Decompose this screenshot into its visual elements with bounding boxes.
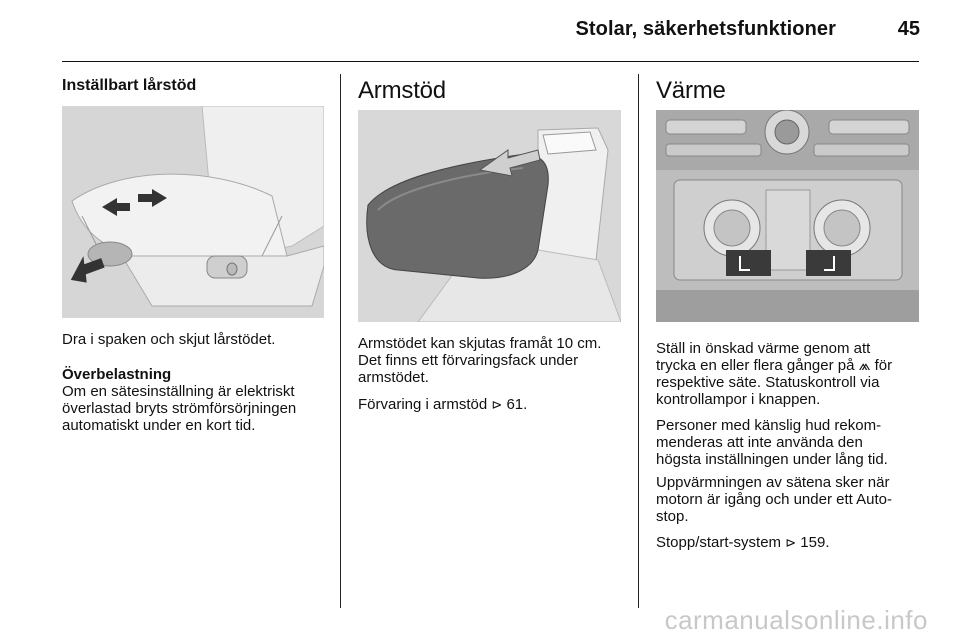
left-seat-heat-button bbox=[726, 250, 771, 276]
watermark: carmanualsonline.info bbox=[664, 605, 928, 635]
page-number: 45 bbox=[897, 18, 920, 40]
right-seat-heat-button bbox=[806, 250, 851, 276]
figure-heating-controls bbox=[656, 110, 919, 322]
header-rule bbox=[62, 61, 919, 62]
text-line: kontrollampor i knappen. bbox=[656, 391, 821, 408]
text-line: automatiskt under en kort tid. bbox=[62, 417, 256, 434]
text-line: stop. bbox=[656, 508, 689, 525]
section-heading-heating: Värme bbox=[656, 77, 726, 104]
section-heading-thigh-support: Inställbart lårstöd bbox=[62, 77, 197, 94]
text-line: motorn är igång och under ett Auto- bbox=[656, 491, 892, 508]
caption-thigh-support: Dra i spaken och skjut lårstödet. bbox=[62, 331, 276, 348]
text-line bbox=[656, 357, 892, 374]
paragraph-sensitive-skin bbox=[656, 417, 888, 468]
text-line: Armstödet kan skjutas framåt 10 cm. bbox=[358, 335, 602, 352]
reference-page-link[interactable]: 61. bbox=[506, 396, 528, 413]
paragraph-armrest bbox=[358, 335, 601, 386]
text-line: högsta inställningen under lång tid. bbox=[656, 451, 888, 468]
armrest-illustration bbox=[358, 110, 621, 322]
column-divider-2 bbox=[638, 74, 639, 608]
running-header-title: Stolar, säkerhetsfunktioner bbox=[575, 18, 836, 40]
section-heading-armrest: Armstöd bbox=[358, 77, 446, 104]
paragraph-overload bbox=[62, 383, 296, 434]
reference-stop-start bbox=[656, 534, 830, 551]
text-fragment: för bbox=[874, 357, 893, 374]
seat-heating-icon: ⩕ bbox=[858, 357, 871, 374]
text-line: Det finns ett förvaringsfack under bbox=[358, 352, 579, 369]
page-reference-arrow-icon: ⊳ bbox=[785, 535, 797, 550]
reference-text: Stopp/start-system bbox=[656, 534, 782, 551]
text-fragment: trycka en eller flera gånger på bbox=[656, 357, 855, 374]
paragraph-engine-running bbox=[656, 474, 892, 525]
seat-illustration bbox=[62, 106, 324, 318]
column-divider-1 bbox=[340, 74, 341, 608]
paragraph-heating-instructions bbox=[656, 340, 892, 408]
text-line: armstödet. bbox=[358, 369, 429, 386]
text-line: respektive säte. Statuskontroll via bbox=[656, 374, 880, 391]
reference-text: Förvaring i armstöd bbox=[358, 396, 488, 413]
text-line: menderas att inte använda den bbox=[656, 434, 863, 451]
text-line: Personer med känslig hud rekom- bbox=[656, 417, 882, 434]
text-line: överlastad bryts strömförsörjningen bbox=[62, 400, 297, 417]
page-reference-arrow-icon: ⊳ bbox=[491, 397, 503, 412]
text-line: Uppvärmningen av sätena sker när bbox=[656, 474, 890, 491]
figure-armrest bbox=[358, 110, 621, 322]
figure-thigh-support bbox=[62, 106, 324, 318]
reference-page-link[interactable]: 159. bbox=[800, 534, 830, 551]
text-line: Om en sätesinställning är elektriskt bbox=[62, 383, 295, 400]
subheading-overload: Överbelastning bbox=[62, 366, 172, 383]
text-line: Ställ in önskad värme genom att bbox=[656, 340, 871, 357]
climate-panel-illustration bbox=[656, 110, 919, 322]
reference-storage-armrest bbox=[358, 396, 527, 413]
